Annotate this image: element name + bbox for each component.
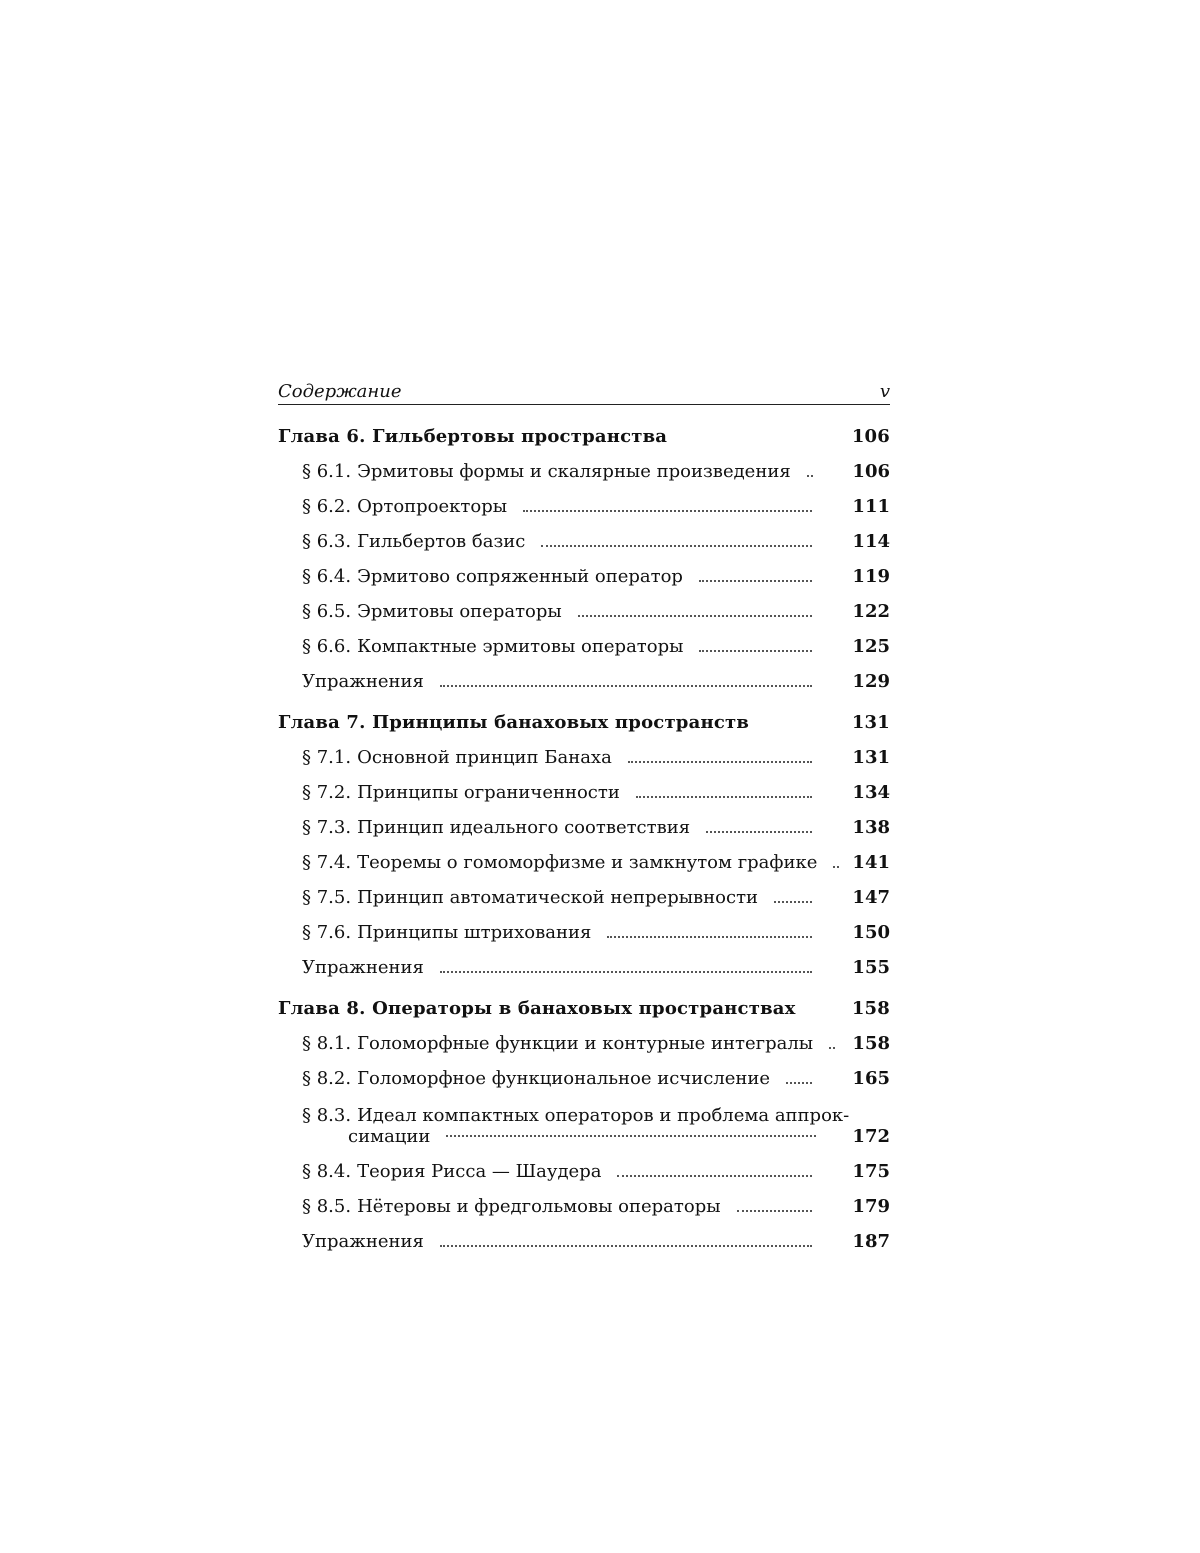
running-header-page-number: v bbox=[879, 381, 890, 402]
section-page-number: 172 bbox=[852, 1126, 890, 1147]
section-number: § 7.3. bbox=[302, 817, 352, 838]
section-page-number: 165 bbox=[852, 1068, 890, 1089]
toc-page bbox=[278, 378, 890, 1252]
toc-item-8-1[interactable] bbox=[278, 1019, 890, 1054]
chapter-title: Глава 6. Гильбертовы пространства bbox=[278, 426, 668, 447]
section-number: § 8.3. bbox=[302, 1105, 352, 1126]
section-title: Нётеровы и фредгольмовы операторы bbox=[357, 1196, 721, 1217]
section-title: Принцип идеального соответствия bbox=[357, 817, 691, 838]
dot-leader bbox=[737, 1210, 812, 1212]
section-title: Упражнения bbox=[302, 957, 424, 978]
toc-item-6-exercises[interactable] bbox=[278, 657, 890, 692]
section-page-number: 114 bbox=[852, 531, 890, 552]
toc-item-7-6[interactable] bbox=[278, 908, 890, 943]
section-title: Основной принцип Банаха bbox=[357, 747, 612, 768]
toc-item-6-5[interactable] bbox=[278, 587, 890, 622]
dot-leader bbox=[617, 1175, 812, 1177]
section-number: § 7.5. bbox=[302, 887, 352, 908]
dot-leader bbox=[440, 685, 812, 687]
section-page-number: 147 bbox=[852, 887, 890, 908]
chapter-page-number: 131 bbox=[851, 712, 890, 733]
toc-item-8-5[interactable] bbox=[278, 1182, 890, 1217]
section-page-number: 155 bbox=[852, 957, 890, 978]
section-page-number: 125 bbox=[852, 636, 890, 657]
chapter-page-number: 106 bbox=[851, 426, 890, 447]
dot-leader bbox=[706, 831, 812, 833]
section-title: Теория Рисса — Шаудера bbox=[357, 1161, 602, 1182]
section-title-line-1 bbox=[302, 1105, 850, 1126]
section-number: § 6.3. bbox=[302, 531, 352, 552]
dot-leader bbox=[440, 971, 812, 973]
section-title: Идеал компактных операторов и проблема аппрок- bbox=[357, 1105, 850, 1126]
section-page-number: 134 bbox=[852, 782, 890, 803]
toc-item-6-3[interactable] bbox=[278, 517, 890, 552]
chapter-page-number: 158 bbox=[851, 998, 890, 1019]
section-page-number: 179 bbox=[852, 1196, 890, 1217]
dot-leader bbox=[786, 1082, 812, 1084]
section-title-block bbox=[302, 1105, 850, 1147]
section-number: § 6.2. bbox=[302, 496, 352, 517]
section-page-number: 175 bbox=[852, 1161, 890, 1182]
section-page-number: 141 bbox=[852, 852, 890, 873]
chapter-8-entry[interactable] bbox=[278, 984, 890, 1019]
section-title: Упражнения bbox=[302, 671, 424, 692]
dot-leader bbox=[833, 866, 839, 868]
dot-leader bbox=[628, 761, 812, 763]
toc-item-7-2[interactable] bbox=[278, 768, 890, 803]
section-title: Теоремы о гомоморфизме и замкнутом графике bbox=[357, 852, 818, 873]
toc-item-6-1[interactable] bbox=[278, 447, 890, 482]
section-title: Упражнения bbox=[302, 1231, 424, 1252]
section-number: § 8.4. bbox=[302, 1161, 352, 1182]
section-title-line-2 bbox=[302, 1126, 824, 1147]
dot-leader bbox=[699, 650, 812, 652]
toc-item-8-2[interactable] bbox=[278, 1054, 890, 1089]
section-title-continuation: симации bbox=[348, 1126, 431, 1147]
dot-leader bbox=[440, 1245, 812, 1247]
section-title: Голоморфные функции и контурные интегралы bbox=[357, 1033, 814, 1054]
toc-item-8-4[interactable] bbox=[278, 1147, 890, 1182]
section-number: § 8.1. bbox=[302, 1033, 352, 1054]
chapter-title: Глава 8. Операторы в банаховых пространствах bbox=[278, 998, 796, 1019]
section-number: § 7.4. bbox=[302, 852, 352, 873]
dot-leader bbox=[636, 796, 812, 798]
section-number: § 6.6. bbox=[302, 636, 352, 657]
section-title: Эрмитово сопряженный оператор bbox=[357, 566, 683, 587]
section-title: Эрмитовы операторы bbox=[357, 601, 562, 622]
section-page-number: 187 bbox=[852, 1231, 890, 1252]
section-title: Голоморфное функциональное исчисление bbox=[357, 1068, 771, 1089]
section-title: Гильбертов базис bbox=[357, 531, 526, 552]
dot-leader bbox=[446, 1135, 816, 1137]
section-page-number: 122 bbox=[852, 601, 890, 622]
dot-leader bbox=[807, 475, 813, 477]
section-number: § 8.2. bbox=[302, 1068, 352, 1089]
toc-item-7-exercises[interactable] bbox=[278, 943, 890, 978]
section-title: Компактные эрмитовы операторы bbox=[357, 636, 684, 657]
section-title: Ортопроекторы bbox=[357, 496, 508, 517]
section-number: § 7.1. bbox=[302, 747, 352, 768]
section-title: Принципы штрихования bbox=[357, 922, 592, 943]
section-number: § 6.1. bbox=[302, 461, 352, 482]
running-header-title: Содержание bbox=[278, 381, 402, 402]
section-number: § 7.2. bbox=[302, 782, 352, 803]
section-page-number: 119 bbox=[852, 566, 890, 587]
section-number: § 6.4. bbox=[302, 566, 352, 587]
toc-item-8-exercises[interactable] bbox=[278, 1217, 890, 1252]
toc-item-6-2[interactable] bbox=[278, 482, 890, 517]
section-title: Эрмитовы формы и скалярные произведения bbox=[357, 461, 791, 482]
dot-leader bbox=[541, 545, 812, 547]
dot-leader bbox=[523, 510, 812, 512]
section-page-number: 131 bbox=[852, 747, 890, 768]
chapter-6-entry[interactable] bbox=[278, 405, 890, 447]
running-header bbox=[278, 378, 890, 405]
chapter-title: Глава 7. Принципы банаховых пространств bbox=[278, 712, 750, 733]
toc-item-6-4[interactable] bbox=[278, 552, 890, 587]
section-title: Принцип автоматической непрерывности bbox=[357, 887, 759, 908]
section-page-number: 158 bbox=[852, 1033, 890, 1054]
toc-item-7-1[interactable] bbox=[278, 733, 890, 768]
section-number: § 6.5. bbox=[302, 601, 352, 622]
toc-item-7-4[interactable] bbox=[278, 838, 890, 873]
toc-item-8-3[interactable] bbox=[278, 1089, 890, 1147]
section-page-number: 138 bbox=[852, 817, 890, 838]
dot-leader bbox=[774, 901, 812, 903]
section-page-number: 150 bbox=[852, 922, 890, 943]
section-title: Принципы ограниченности bbox=[357, 782, 620, 803]
toc-item-6-6[interactable] bbox=[278, 622, 890, 657]
dot-leader bbox=[829, 1047, 835, 1049]
section-page-number: 111 bbox=[852, 496, 890, 517]
dot-leader bbox=[699, 580, 812, 582]
section-number: § 8.5. bbox=[302, 1196, 352, 1217]
section-page-number: 106 bbox=[852, 461, 890, 482]
toc-item-7-5[interactable] bbox=[278, 873, 890, 908]
chapter-7-entry[interactable] bbox=[278, 698, 890, 733]
dot-leader bbox=[578, 615, 812, 617]
section-page-number: 129 bbox=[852, 671, 890, 692]
dot-leader bbox=[607, 936, 812, 938]
toc-item-7-3[interactable] bbox=[278, 803, 890, 838]
section-number: § 7.6. bbox=[302, 922, 352, 943]
